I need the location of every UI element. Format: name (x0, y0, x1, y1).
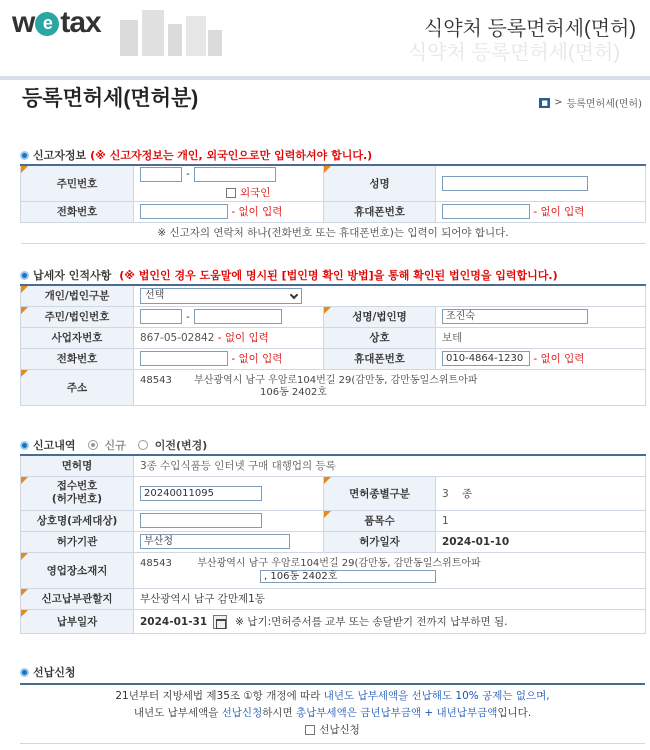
reporter-id-label: 주민번호 (21, 165, 134, 201)
taxpayer-type-label: 개인/법인구분 (21, 285, 134, 306)
breadcrumb-separator: > (554, 97, 563, 108)
tax-office-label: 신고납부관할지 (21, 588, 134, 609)
taxpayer-name-label: 성명/법인명 (324, 306, 436, 327)
reporter-mobile-input[interactable] (442, 204, 530, 219)
trade-taxable-input[interactable] (140, 513, 262, 528)
header-title-shadow: 식약처 등록면허세(면허) (407, 42, 620, 64)
no-dash-hint: - 없이 입력 (533, 352, 585, 365)
trade-name-label: 상호 (324, 327, 436, 348)
prepay-line2-e: 입니다. (497, 707, 532, 719)
logo-pre: w (12, 6, 35, 39)
dash: - (186, 168, 190, 181)
business-site-cell (134, 552, 646, 588)
chevron-down-icon (290, 291, 298, 299)
tax-office-value: 부산광역시 남구 감만제1동 (140, 593, 265, 605)
no-dash-hint: - 없이 입력 (217, 332, 269, 344)
prepay-checkbox-label: 선납신청 (319, 724, 360, 736)
prepay-section (20, 663, 645, 744)
trade-taxable-label: 상호명(과세대상) (21, 510, 134, 531)
prepay-box (20, 683, 645, 744)
logo-post: tax (60, 6, 101, 39)
bizno-label: 사업자번호 (21, 327, 134, 348)
logo-e: e (35, 12, 59, 36)
license-kind-value: 3 (442, 487, 449, 500)
calendar-icon[interactable] (213, 615, 227, 629)
reporter-id-back-input[interactable] (194, 167, 276, 182)
site-zip: 48543 (140, 557, 172, 569)
taxpayer-type-select[interactable] (140, 288, 302, 304)
breadcrumb-current[interactable]: 등록면허세(면허) (566, 99, 642, 110)
payment-date-cell (134, 609, 646, 633)
radio-change[interactable] (138, 440, 148, 450)
receipt-label (21, 476, 134, 510)
reporter-phone-label: 전화번호 (21, 201, 134, 222)
taxpayer-zip: 48543 (140, 375, 172, 386)
taxpayer-mobile-label: 휴대폰번호 (324, 348, 436, 369)
reporter-id-cell (134, 165, 324, 201)
reporter-name-input[interactable] (442, 176, 588, 191)
home-icon[interactable]: ■ (539, 98, 550, 108)
page-title: 등록면허세(면허분) (22, 87, 199, 110)
license-kind-cell (436, 476, 646, 510)
payment-date-value: 2024-01-31 (140, 615, 208, 628)
taxpayer-table (20, 284, 646, 406)
permit-date-value: 2024-01-10 (442, 535, 510, 548)
bullet-icon (20, 151, 29, 160)
prepay-heading (20, 663, 645, 681)
license-name-label: 면허명 (21, 455, 134, 476)
taxpayer-name-input[interactable]: 조진숙 (442, 309, 588, 324)
reporter-title: 신고자정보 (33, 149, 87, 162)
foreigner-label: 외국인 (240, 186, 271, 199)
reporter-name-cell (436, 165, 646, 201)
permit-agency-input[interactable]: 부산청 (140, 534, 290, 549)
reporter-mobile-cell (436, 201, 646, 222)
license-kind-label: 면허종별구분 (324, 476, 436, 510)
bullet-icon (20, 668, 29, 677)
taxpayer-id-label: 주민/법인번호 (21, 306, 134, 327)
radio-new[interactable] (88, 440, 98, 450)
taxpayer-section (20, 266, 645, 406)
payment-date-label: 납부일자 (21, 609, 134, 633)
trade-taxable-cell (134, 510, 324, 531)
reporter-phone-input[interactable] (140, 204, 228, 219)
prepay-checkbox[interactable] (305, 725, 315, 735)
taxpayer-phone-label: 전화번호 (21, 348, 134, 369)
report-title: 신고내역 (33, 439, 76, 452)
trade-name-value: 보테 (442, 332, 463, 344)
header-title: 식약처 등록면허세(면허) (423, 18, 636, 40)
permit-agency-label: 허가기관 (21, 531, 134, 552)
city-illustration-icon (110, 6, 230, 56)
taxpayer-mobile-input[interactable]: 010-4864-1230 (442, 351, 530, 366)
taxpayer-title: 납세자 인적사항 (33, 269, 112, 282)
taxpayer-address-label: 주소 (21, 369, 134, 405)
reporter-note: ※ 신고자의 연락처 하나(전화번호 또는 휴대폰번호)는 입력이 되어야 합니다. (21, 222, 646, 243)
bullet-icon (20, 441, 29, 450)
taxpayer-type-cell (134, 285, 646, 306)
bullet-icon (20, 271, 29, 280)
taxpayer-address-cell (134, 369, 646, 405)
site-address-line1: 부산광역시 남구 우암로104번길 29(감만동, 감만동일스위트아파 (197, 557, 481, 569)
no-dash-hint: - 없이 입력 (231, 352, 283, 365)
prepay-line2-d: 총납부세액은 금년납부금액 + 내년납부금액 (296, 707, 498, 719)
header (0, 0, 650, 80)
taxpayer-heading (20, 266, 645, 284)
taxpayer-id-back-input[interactable] (194, 309, 282, 324)
taxpayer-id-cell (134, 306, 324, 327)
breadcrumb (539, 95, 642, 110)
prepay-checkbox-row (20, 722, 645, 739)
taxpayer-name-cell (436, 306, 646, 327)
reporter-section (20, 146, 645, 244)
receipt-label-1: 접수번호 (56, 480, 98, 492)
reporter-heading (20, 146, 645, 164)
taxpayer-type-value: 선택 (145, 289, 165, 301)
radio-change-label: 이전(변경) (154, 439, 208, 452)
item-count-value: 1 (442, 514, 449, 527)
report-section (20, 436, 645, 634)
reporter-table (20, 164, 646, 244)
prepay-line1-a: 21년부터 지방세법 제35조 ①항 개정에 따라 (115, 690, 324, 702)
receipt-input[interactable]: 20240011095 (140, 486, 262, 501)
permit-date-label: 허가일자 (324, 531, 436, 552)
prepay-line2-b: 선납신청 (221, 707, 263, 719)
tax-office-cell (134, 588, 646, 609)
wetax-logo[interactable] (12, 6, 101, 40)
report-heading (20, 436, 645, 454)
license-kind-unit: 종 (462, 487, 473, 500)
prepay-line2 (20, 705, 645, 722)
prepay-line1 (20, 688, 645, 705)
prepay-line2-c: 하시면 (262, 707, 296, 719)
taxpayer-address-line1: 부산광역시 남구 우암로104번길 29(감만동, 감만동일스위트아파 (194, 375, 478, 386)
permit-date-cell (436, 531, 646, 552)
prepay-line2-a: 내년도 납부세액을 (133, 707, 222, 719)
taxpayer-address-line2: 106동 2402호 (260, 387, 328, 398)
no-dash-hint: - 없이 입력 (231, 205, 283, 218)
prepay-title: 선납신청 (33, 666, 76, 679)
reporter-warning: (※ 신고자정보는 개인, 외국인으로만 입력하셔야 합니다.) (90, 149, 373, 162)
dash: - (186, 310, 190, 323)
item-count-cell (436, 510, 646, 531)
report-table (20, 454, 646, 634)
business-site-label: 영업장소재지 (21, 552, 134, 588)
item-count-label: 품목수 (324, 510, 436, 531)
taxpayer-warning: (※ 법인인 경우 도움말에 명시된 [법인명 확인 방법]을 통해 확인된 법인명을 입력합니다.) (119, 269, 558, 282)
bizno-value: 867-05-02842 (140, 332, 215, 344)
permit-agency-cell (134, 531, 324, 552)
radio-new-label: 신규 (104, 439, 126, 452)
license-name-value: 3종 수입식품등 인터넷 구매 대행업의 등록 (140, 460, 336, 473)
site-address-detail-input[interactable]: , 106동 2402호 (260, 570, 436, 583)
reporter-phone-cell (134, 201, 324, 222)
trade-name-cell (436, 327, 646, 348)
receipt-cell (134, 476, 324, 510)
foreigner-checkbox[interactable] (226, 188, 236, 198)
reporter-id-front-input[interactable] (140, 167, 182, 182)
no-dash-hint: - 없이 입력 (533, 205, 585, 218)
taxpayer-phone-cell (134, 348, 324, 369)
receipt-label-2: (허가번호) (51, 493, 103, 505)
taxpayer-phone-input[interactable] (140, 351, 228, 366)
reporter-name-label: 성명 (324, 165, 436, 201)
taxpayer-id-front-input[interactable] (140, 309, 182, 324)
payment-note: ※ 납기:면허증서를 교부 또는 송달받기 전까지 납부하면 됨. (235, 615, 508, 628)
taxpayer-mobile-cell (436, 348, 646, 369)
bizno-cell (134, 327, 324, 348)
license-name-cell (134, 455, 646, 476)
reporter-mobile-label: 휴대폰번호 (324, 201, 436, 222)
prepay-line1-b: 내년도 납부세액을 선납해도 10% 공제는 없으며, (323, 690, 550, 702)
